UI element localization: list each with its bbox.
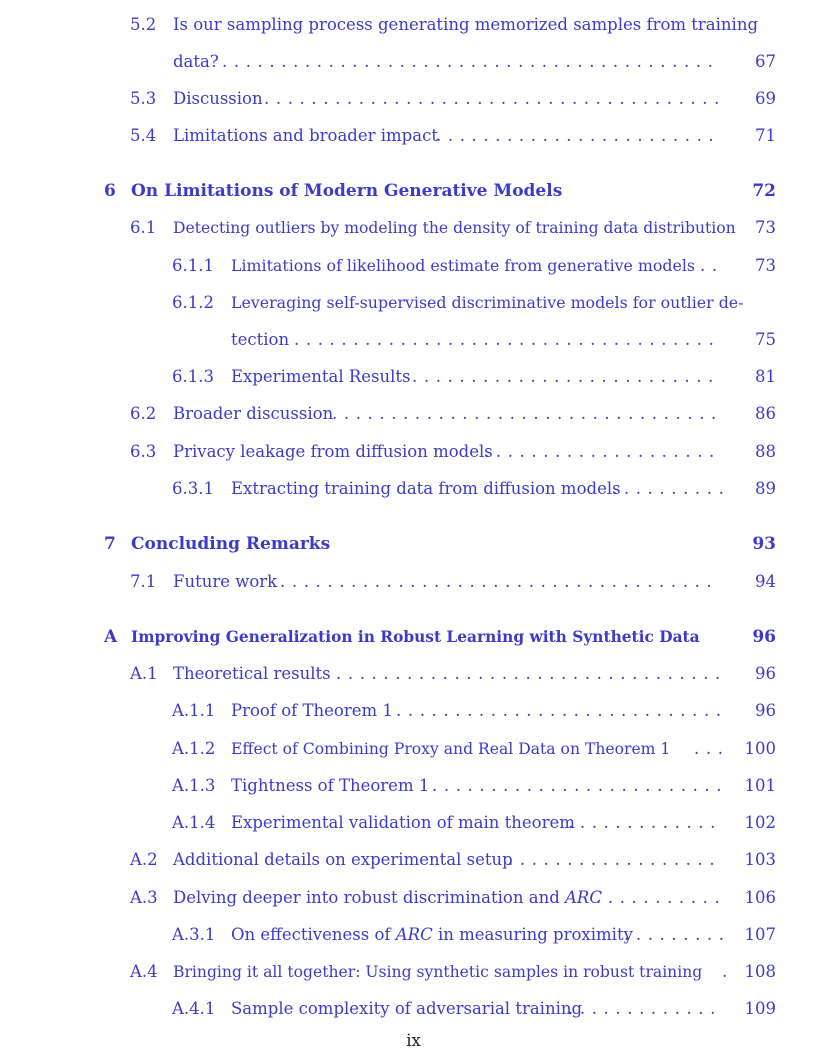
toc-entry-a-4[interactable] bbox=[0, 959, 827, 985]
leader-dots: ............. bbox=[568, 999, 722, 1018]
title-text: On effectiveness of bbox=[231, 925, 396, 944]
entry-page: 73 bbox=[755, 256, 776, 275]
entry-number: A.1.1 bbox=[172, 701, 216, 720]
toc-entry-5-2[interactable] bbox=[0, 12, 827, 38]
entry-title: Experimental Results bbox=[231, 367, 411, 386]
entry-number: 6.1.1 bbox=[172, 256, 214, 275]
entry-page: 94 bbox=[755, 572, 776, 591]
toc-entry-a-1[interactable] bbox=[0, 661, 827, 687]
toc-entry-a-3[interactable] bbox=[0, 885, 827, 911]
entry-number: 6.1 bbox=[130, 218, 157, 237]
chapter-page: 93 bbox=[752, 534, 776, 554]
toc-entry-a-1-1[interactable] bbox=[0, 698, 827, 724]
entry-page: 107 bbox=[744, 925, 776, 944]
leader-dots: ......... bbox=[624, 925, 731, 944]
leader-dots: ................................. bbox=[332, 404, 723, 423]
entry-number: 6.2 bbox=[130, 404, 157, 423]
toc-entry-5-4[interactable] bbox=[0, 123, 827, 149]
leader-dots: .................. bbox=[508, 850, 722, 869]
arc-term: ARC bbox=[565, 888, 602, 907]
entry-page: 67 bbox=[755, 52, 776, 71]
toc-entry-a-1-3[interactable] bbox=[0, 773, 827, 799]
leader-dots: .................................... bbox=[294, 330, 721, 349]
entry-number: 6.1.2 bbox=[172, 293, 214, 312]
toc-entry-6-1-2[interactable] bbox=[0, 290, 827, 316]
entry-title: tection bbox=[231, 330, 290, 349]
toc-entry-a-2[interactable] bbox=[0, 847, 827, 873]
entry-page: 69 bbox=[755, 89, 776, 108]
toc-entry-7-1[interactable] bbox=[0, 569, 827, 595]
leader-dots: .................... bbox=[484, 442, 721, 461]
entry-title: Effect of Combining Proxy and Real Data on Theorem 1 bbox=[231, 740, 671, 758]
title-text: Delving deeper into robust discrimination and bbox=[173, 888, 566, 907]
entry-title: Discussion bbox=[173, 89, 263, 108]
entry-title bbox=[173, 885, 602, 911]
entry-number: A.2 bbox=[130, 850, 158, 869]
entry-title: data? bbox=[173, 52, 219, 71]
leader-dots: ................................. bbox=[336, 664, 727, 683]
entry-number: A.1.2 bbox=[172, 739, 216, 758]
toc-chapter-7[interactable] bbox=[0, 531, 827, 557]
entry-title: Additional details on experimental setup bbox=[173, 850, 513, 869]
page-number-footer: ix bbox=[406, 1031, 421, 1050]
entry-title: Is our sampling process generating memorized samples from training bbox=[173, 15, 759, 34]
entry-page: 106 bbox=[744, 888, 776, 907]
entry-title: Privacy leakage from diffusion models bbox=[173, 442, 493, 461]
entry-title: Experimental validation of main theorem bbox=[231, 813, 575, 832]
entry-number: 6.1.3 bbox=[172, 367, 214, 386]
entry-page: 100 bbox=[744, 739, 776, 758]
toc-entry-a-1-2[interactable] bbox=[0, 736, 827, 762]
entry-page: 75 bbox=[755, 330, 776, 349]
entry-page: 89 bbox=[755, 479, 776, 498]
leader-dots: ......................... bbox=[432, 776, 729, 795]
entry-title: Theoretical results bbox=[173, 664, 331, 683]
arc-term: ARC bbox=[395, 925, 433, 944]
entry-page: 88 bbox=[755, 442, 776, 461]
chapter-page: 72 bbox=[752, 181, 776, 201]
entry-page: 108 bbox=[744, 962, 776, 981]
entry-page: 81 bbox=[755, 367, 776, 386]
toc-entry-6-3[interactable] bbox=[0, 439, 827, 465]
entry-title: Limitations and broader impact bbox=[173, 126, 438, 145]
entry-page: 96 bbox=[755, 701, 776, 720]
entry-title bbox=[231, 922, 633, 948]
entry-title: Proof of Theorem 1 bbox=[231, 701, 393, 720]
toc-chapter-6[interactable] bbox=[0, 178, 827, 204]
toc-entry-a-4-1[interactable] bbox=[0, 996, 827, 1022]
entry-page: 86 bbox=[755, 404, 776, 423]
chapter-number: 7 bbox=[104, 534, 116, 554]
entry-title: Extracting training data from diffusion models bbox=[231, 479, 621, 498]
toc-entry-5-3[interactable] bbox=[0, 86, 827, 112]
entry-number: A.3.1 bbox=[172, 925, 216, 944]
toc-entry-a-3-1[interactable] bbox=[0, 922, 827, 948]
entry-number: 5.3 bbox=[130, 89, 157, 108]
chapter-page: 96 bbox=[752, 627, 776, 647]
chapter-number: A bbox=[104, 627, 118, 647]
leader-dots: .......................... bbox=[412, 367, 720, 386]
leader-dots: ........... bbox=[596, 888, 727, 907]
entry-page: 96 bbox=[755, 664, 776, 683]
leader-dots: ............. bbox=[568, 813, 722, 832]
entry-page: 71 bbox=[755, 126, 776, 145]
toc-appendix-a[interactable] bbox=[0, 624, 827, 650]
leader-dots: . bbox=[722, 962, 734, 981]
leader-dots: .......................................... bbox=[222, 52, 720, 71]
entry-number: 5.4 bbox=[130, 126, 157, 145]
entry-number: 6.3 bbox=[130, 442, 157, 461]
chapter-title: Improving Generalization in Robust Learning with Synthetic Data bbox=[131, 628, 700, 646]
entry-page: 109 bbox=[744, 999, 776, 1018]
entry-number: A.1.4 bbox=[172, 813, 216, 832]
toc-entry-6-3-1[interactable] bbox=[0, 476, 827, 502]
entry-number: A.1.3 bbox=[172, 776, 216, 795]
toc-entry-6-1-3[interactable] bbox=[0, 364, 827, 390]
entry-number: A.4 bbox=[130, 962, 158, 981]
chapter-title: Concluding Remarks bbox=[131, 534, 331, 554]
entry-title: Leveraging self-supervised discriminative models for outlier de- bbox=[231, 293, 744, 312]
entry-page: 101 bbox=[744, 776, 776, 795]
chapter-number: 6 bbox=[104, 181, 116, 201]
entry-title: Future work bbox=[173, 572, 278, 591]
toc-entry-a-1-4[interactable] bbox=[0, 810, 827, 836]
leader-dots: ... bbox=[694, 739, 730, 758]
entry-number: 7.1 bbox=[130, 572, 157, 591]
toc-entry-6-1[interactable] bbox=[0, 215, 827, 241]
toc-entry-6-2[interactable] bbox=[0, 401, 827, 427]
leader-dots: .. bbox=[700, 256, 724, 275]
entry-page: 102 bbox=[744, 813, 776, 832]
entry-title: Sample complexity of adversarial training bbox=[231, 999, 583, 1018]
toc-entry-6-1-1[interactable] bbox=[0, 253, 827, 279]
entry-title: Broader discussion bbox=[173, 404, 334, 423]
entry-page: 73 bbox=[755, 218, 776, 237]
entry-title: Tightness of Theorem 1 bbox=[231, 776, 430, 795]
entry-number: 5.2 bbox=[130, 15, 157, 34]
toc-entry-6-1-2-cont[interactable] bbox=[0, 327, 827, 353]
toc-entry-5-2-cont[interactable] bbox=[0, 49, 827, 75]
leader-dots: .......... bbox=[612, 479, 731, 498]
entry-title: Bringing it all together: Using synthetic samples in robust training bbox=[173, 963, 703, 981]
entry-page: 103 bbox=[744, 850, 776, 869]
entry-title: Detecting outliers by modeling the density of training data distribution bbox=[173, 219, 736, 237]
entry-number: A.4.1 bbox=[172, 999, 216, 1018]
entry-number: A.1 bbox=[130, 664, 158, 683]
leader-dots: ....................................... bbox=[264, 89, 726, 108]
chapter-title: On Limitations of Modern Generative Models bbox=[131, 181, 563, 201]
leader-dots: ........................ bbox=[436, 126, 721, 145]
entry-title: Limitations of likelihood estimate from generative models bbox=[231, 256, 696, 275]
leader-dots: ..................................... bbox=[280, 572, 719, 591]
entry-number: A.3 bbox=[130, 888, 158, 907]
title-text: in measuring proximity bbox=[432, 925, 633, 944]
entry-number: 6.3.1 bbox=[172, 479, 214, 498]
leader-dots: ............................ bbox=[396, 701, 728, 720]
